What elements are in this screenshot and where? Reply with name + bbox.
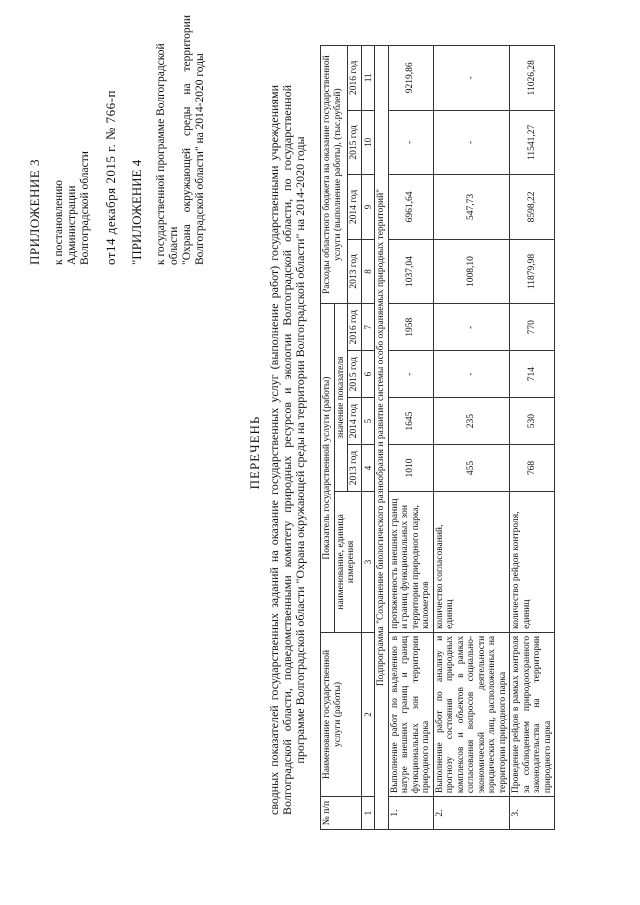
annex-date: от14 декабря 2015 г. № 766-п — [103, 90, 118, 265]
row-service: Выполнение работ по выделению в натуре внешних границ и границ функциональных зон территории природного парка — [388, 632, 433, 796]
row-num: 3. — [510, 797, 555, 830]
header-year: 2014 год — [348, 175, 362, 240]
column-number: 5 — [361, 398, 375, 445]
document-subtitle: сводных показателей государственных заданий на оказание государственных услуг (выполнение работ) государственными учреждениями Волгоградской области, подведомственными комитету природных ресурсов и экологии Волгоградской области, по государственной программе Волгоградской области "Охрана окружающей среды на территории Волгоградской области" на 2014-2020 годы — [267, 85, 307, 815]
row-expense-2013: 1037,04 — [388, 239, 433, 304]
row-expense-2015: - — [433, 110, 510, 175]
header-expense: Расходы областного бюджета на оказание государственной услуги (выполнение работы), (тыс.рублей) — [321, 46, 348, 304]
row-value-2014: 1645 — [388, 398, 433, 445]
row-num: 1. — [388, 797, 433, 830]
header-indicator-value: значение показателя — [334, 304, 348, 492]
table-row — [433, 46, 510, 830]
row-value-2016: 770 — [510, 304, 555, 351]
row-expense-2014: 547,73 — [433, 175, 510, 240]
table-row — [510, 46, 555, 830]
row-value-2015: - — [388, 351, 433, 398]
annex4-title: "ПРИЛОЖЕНИЕ 4 — [129, 159, 144, 265]
row-indicator: количество рейдов контроля, единиц — [510, 492, 555, 633]
annex-title: ПРИЛОЖЕНИЕ 3 — [27, 159, 42, 265]
header-year: 2014 год — [348, 398, 362, 445]
row-num: 2. — [433, 797, 510, 830]
header-indicator-name: наименование, единица измерения — [334, 492, 361, 633]
column-number: 1 — [361, 797, 375, 830]
row-expense-2013: 11879,98 — [510, 239, 555, 304]
column-number: 10 — [361, 110, 375, 175]
program-annex-block — [130, 15, 207, 265]
row-value-2013: 1010 — [388, 445, 433, 492]
row-value-2014: 530 — [510, 398, 555, 445]
column-number: 9 — [361, 175, 375, 240]
annex-line-3: Волгоградской области — [79, 151, 91, 265]
column-number: 7 — [361, 304, 375, 351]
program-line-1: к государственной программе Волгоградской области — [155, 43, 180, 265]
row-value-2014: 235 — [433, 398, 510, 445]
row-value-2015: 714 — [510, 351, 555, 398]
table-row — [388, 46, 433, 830]
annex-block — [28, 25, 117, 265]
column-number: 4 — [361, 445, 375, 492]
row-expense-2014: 6961,64 — [388, 175, 433, 240]
row-value-2016: - — [433, 304, 510, 351]
row-expense-2015: 11541,27 — [510, 110, 555, 175]
header-year: 2016 год — [348, 304, 362, 351]
row-indicator: протяженность внешних границ и границ функциональных зон территории природного парка, километров — [388, 492, 433, 633]
row-service: Проведение рейдов в рамках контроля за соблюдением природоохранного законодательства на территории природного парка — [510, 632, 555, 796]
column-number: 6 — [361, 351, 375, 398]
row-service: Выполнение работ по анализу и прогнозу состояния природных комплексов и объектов в рамках согласования вопросов социально-экономической деятельности юридических лиц, расположенных на территории природного парка — [433, 632, 510, 796]
header-indicator: Показатель государственной услуги (работы) — [321, 304, 335, 633]
column-number: 2 — [361, 632, 375, 796]
indicators-table — [320, 45, 555, 830]
row-expense-2014: 8598,22 — [510, 175, 555, 240]
row-expense-2016: 9219,86 — [388, 46, 433, 111]
header-year: 2015 год — [348, 351, 362, 398]
row-value-2016: 1958 — [388, 304, 433, 351]
annex-line-2: Администрации — [66, 185, 78, 265]
row-expense-2013: 1008,10 — [433, 239, 510, 304]
header-service: Наименование государственной услуги (работы) — [321, 632, 362, 796]
program-line-2: "Охрана окружающей среды на территории — [181, 15, 193, 265]
row-expense-2016: - — [433, 46, 510, 111]
header-year: 2015 год — [348, 110, 362, 175]
header-year: 2013 год — [348, 445, 362, 492]
row-value-2013: 768 — [510, 445, 555, 492]
document-title: ПЕРЕЧЕНЬ — [247, 415, 262, 490]
header-num: № п/п — [321, 797, 362, 830]
column-number: 3 — [361, 492, 375, 633]
program-line-3: Волгоградской области" на 2014-2020 годы — [194, 53, 206, 265]
column-numbers-row — [361, 46, 375, 830]
row-expense-2016: 11026,28 — [510, 46, 555, 111]
header-year: 2016 год — [348, 46, 362, 111]
column-number: 11 — [361, 46, 375, 111]
row-value-2013: 455 — [433, 445, 510, 492]
annex-line-1: к постановлению — [53, 180, 65, 265]
row-expense-2015: - — [388, 110, 433, 175]
subprogram-row: Подпрограмма "Сохранение биологического разнообразия и развитие системы особо охраняемых природных территорий" — [375, 46, 389, 830]
header-year: 2013 год — [348, 239, 362, 304]
row-value-2015: - — [433, 351, 510, 398]
row-indicator: количество согласований, единиц — [433, 492, 510, 633]
column-number: 8 — [361, 239, 375, 304]
